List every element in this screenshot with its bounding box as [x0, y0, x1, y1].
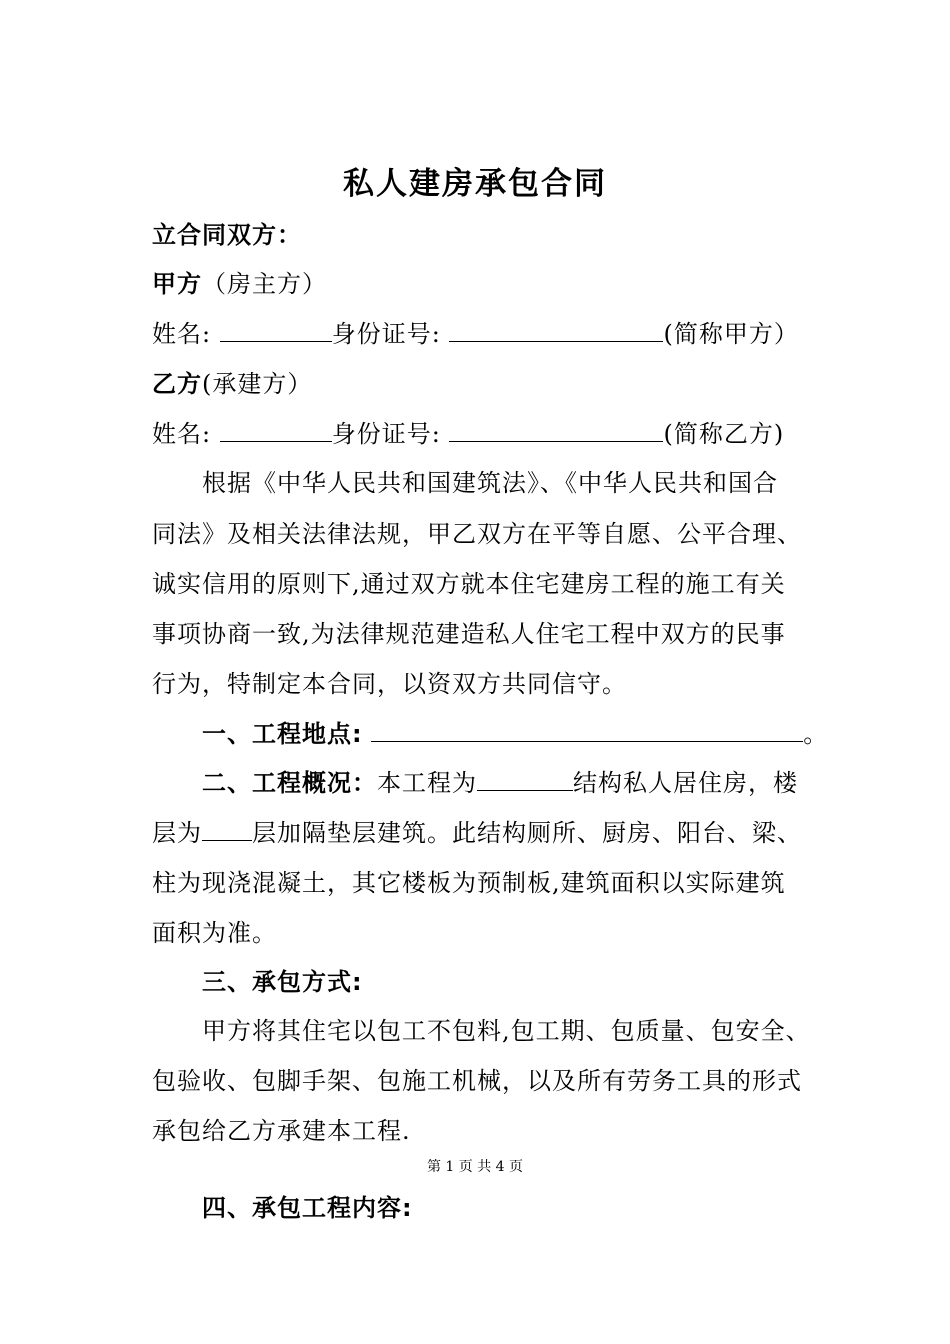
section-2-text: 本工程为	[377, 769, 477, 797]
party-a-id-label: 身份证号:	[331, 320, 441, 348]
section-1-line	[202, 718, 828, 750]
section-2-line: 面积为准。	[152, 919, 277, 947]
section-2-line	[202, 767, 798, 799]
project-location-blank[interactable]	[371, 719, 803, 742]
party-b-name-blank[interactable]	[220, 419, 332, 442]
party-a-id-blank[interactable]	[449, 319, 663, 342]
section-3-line: 承包给乙方承建本工程.	[152, 1117, 411, 1145]
section-1-label: 一、工程地点:	[202, 720, 363, 748]
party-b-id-label: 身份证号:	[331, 420, 441, 448]
party-a-name-blank[interactable]	[220, 319, 332, 342]
section-3-heading: 三、承包方式:	[202, 968, 363, 996]
party-a-role: （房主方）	[202, 270, 327, 298]
preamble-line: 同法》及相关法律法规，甲乙双方在平等自愿、公平合理、	[152, 520, 802, 548]
document-title: 私人建房承包合同	[343, 166, 607, 202]
preamble-line: 诚实信用的原则下,通过双方就本住宅建房工程的施工有关	[152, 570, 786, 598]
section-2-text: 层加隔垫层建筑。此结构厕所、厨房、阳台、梁、	[252, 819, 802, 847]
section-2-text: 结构私人居住房，楼	[573, 769, 798, 797]
section-3-line: 包验收、包脚手架、包施工机械，以及所有劳务工具的形式	[152, 1067, 802, 1095]
party-a-info-line	[152, 318, 799, 350]
preamble-line: 事项协商一致,为法律规范建造私人住宅工程中双方的民事	[152, 620, 786, 648]
party-b-label: 乙方	[152, 370, 202, 398]
structure-type-blank[interactable]	[477, 768, 573, 791]
parties-heading: 立合同双方：	[152, 221, 302, 249]
section-3-line: 甲方将其住宅以包工不包料,包工期、包质量、包安全、	[202, 1017, 811, 1045]
section-2-line	[152, 817, 802, 849]
page-footer: 第 1 页 共 4 页	[426, 1159, 524, 1175]
section-2-label: 二、工程概况：	[202, 769, 377, 797]
party-b-role: (承建方）	[202, 370, 313, 398]
section-4-heading: 四、承包工程内容:	[202, 1194, 413, 1222]
party-b-info-line	[152, 418, 784, 450]
section-2-text: 层为	[152, 819, 202, 847]
party-a-label: 甲方	[152, 270, 202, 298]
section-1-end: 。	[803, 720, 829, 748]
party-b-heading	[152, 368, 312, 400]
party-a-suffix: (简称甲方）	[663, 320, 799, 348]
floor-count-blank[interactable]	[202, 818, 252, 841]
party-a-name-label: 姓名:	[152, 320, 212, 348]
party-b-suffix: (简称乙方)	[663, 420, 785, 448]
preamble-line: 根据《中华人民共和国建筑法》、《中华人民共和国合	[202, 469, 778, 497]
party-b-id-blank[interactable]	[449, 419, 663, 442]
section-2-line: 柱为现浇混凝土，其它楼板为预制板,建筑面积以实际建筑	[152, 869, 786, 897]
preamble-line: 行为，特制定本合同，以资双方共同信守。	[152, 670, 627, 698]
party-b-name-label: 姓名:	[152, 420, 212, 448]
party-a-heading	[152, 268, 327, 300]
